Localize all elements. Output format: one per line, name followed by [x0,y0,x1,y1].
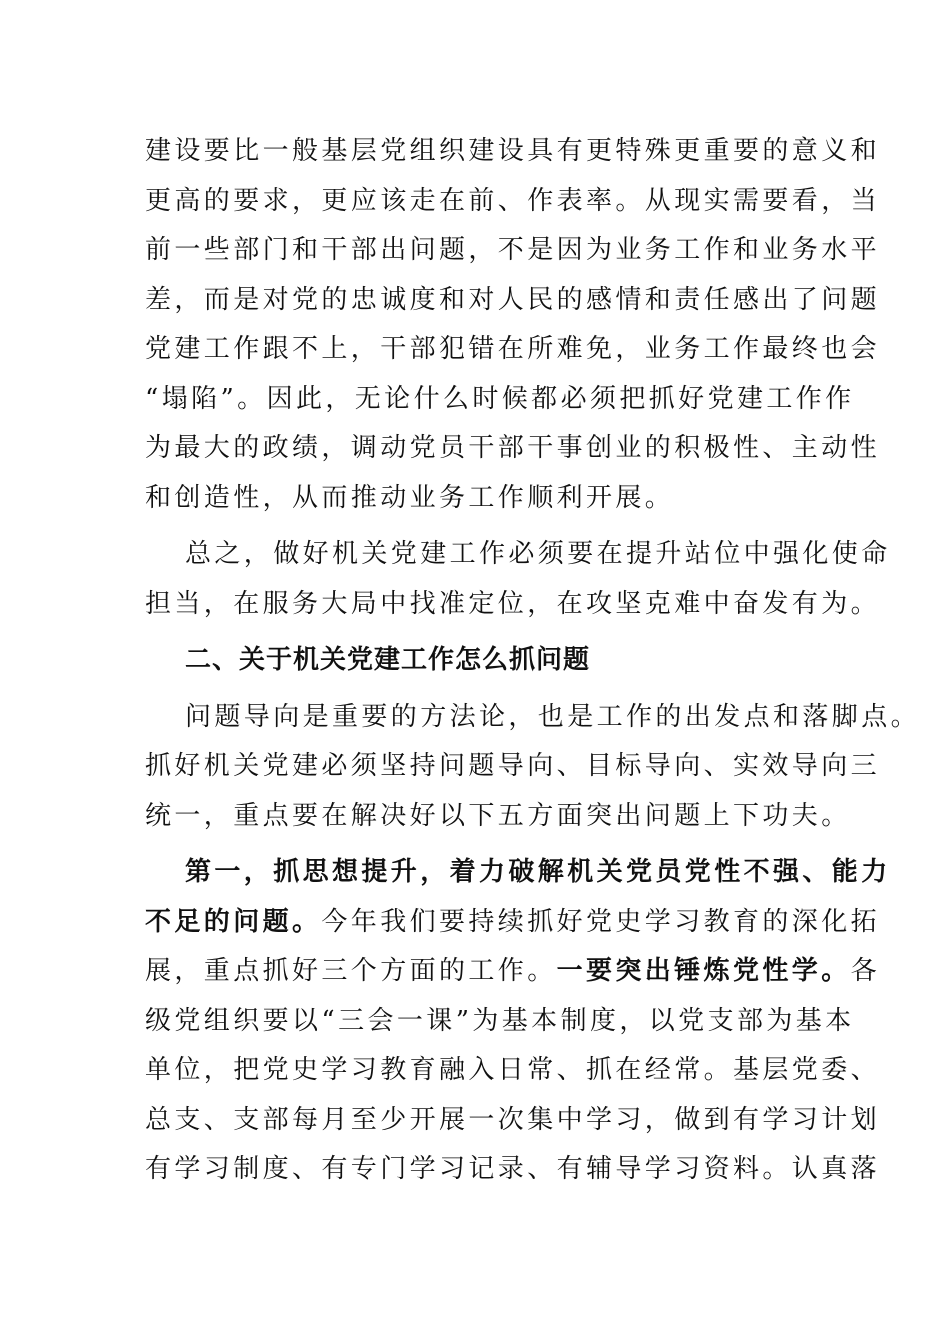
bold-phrase: 一要突出锤炼党性学。 [556,956,851,986]
text-line: 前一些部门和干部出问题，不是因为业务工作和业务水平 [145,235,881,265]
text-line: 问题导向是重要的方法论，也是工作的出发点和落脚点。 [185,701,921,732]
text-line: 总支、支部每月至少开展一次集中学习，做到有学习计划 [145,1104,881,1135]
text-line-bold: 第一，抓思想提升，着力破解机关党员党性不强、能力 [185,857,891,887]
paragraph-3 [145,693,921,842]
paragraph-1 [145,127,881,523]
text-span: 今年我们要持续抓好党史学习教育的深化拓 [321,906,881,937]
text-line: 和创造性，从而推动业务工作顺利开展。 [145,482,675,513]
text-line: 总之，做好机关党建工作必须要在提升站位中强化使命 [185,539,891,569]
text-line: “塌陷”。因此，无论什么时候都必须把抓好党建工作作 [145,383,855,414]
bold-phrase: 不足的问题。 [145,906,322,937]
text-line: 担当，在服务大局中找准定位，在攻坚克难中奋发有为。 [145,588,881,619]
text-line [145,898,881,948]
paragraph-4 [145,848,891,1195]
text-line: 抓好机关党建必须坚持问题导向、目标导向、实效导向三 [145,751,881,781]
text-line: 更高的要求，更应该走在前、作表率。从现实需要看，当 [145,185,881,216]
section-heading: 二、关于机关党建工作怎么抓问题 [185,645,591,675]
text-line: 差，而是对党的忠诚度和对人民的感情和责任感出了问题 [145,284,881,315]
text-line: 党建工作跟不上，干部犯错在所难免，业务工作最终也会 [145,334,881,364]
text-span: 展，重点抓好三个方面的工作。 [145,956,557,986]
text-line: 为最大的政绩，调动党员干部干事创业的积极性、主动性 [145,433,881,463]
text-line: 建设要比一般基层党组织建设具有更特殊更重要的意义和 [145,136,881,166]
text-line: 统一，重点要在解决好以下五方面突出问题上下功夫。 [145,800,851,831]
text-line: 有学习制度、有专门学习记录、有辅导学习资料。认真落 [145,1154,881,1184]
text-line: 单位，把党史学习教育融入日常、抓在经常。基层党委、 [145,1055,881,1085]
text-line [145,947,881,997]
document-page [145,127,921,1195]
text-span: 各 [850,956,881,986]
paragraph-2 [145,530,891,629]
text-line: 级党组织要以“三会一课”为基本制度，以党支部为基本 [145,1005,855,1036]
